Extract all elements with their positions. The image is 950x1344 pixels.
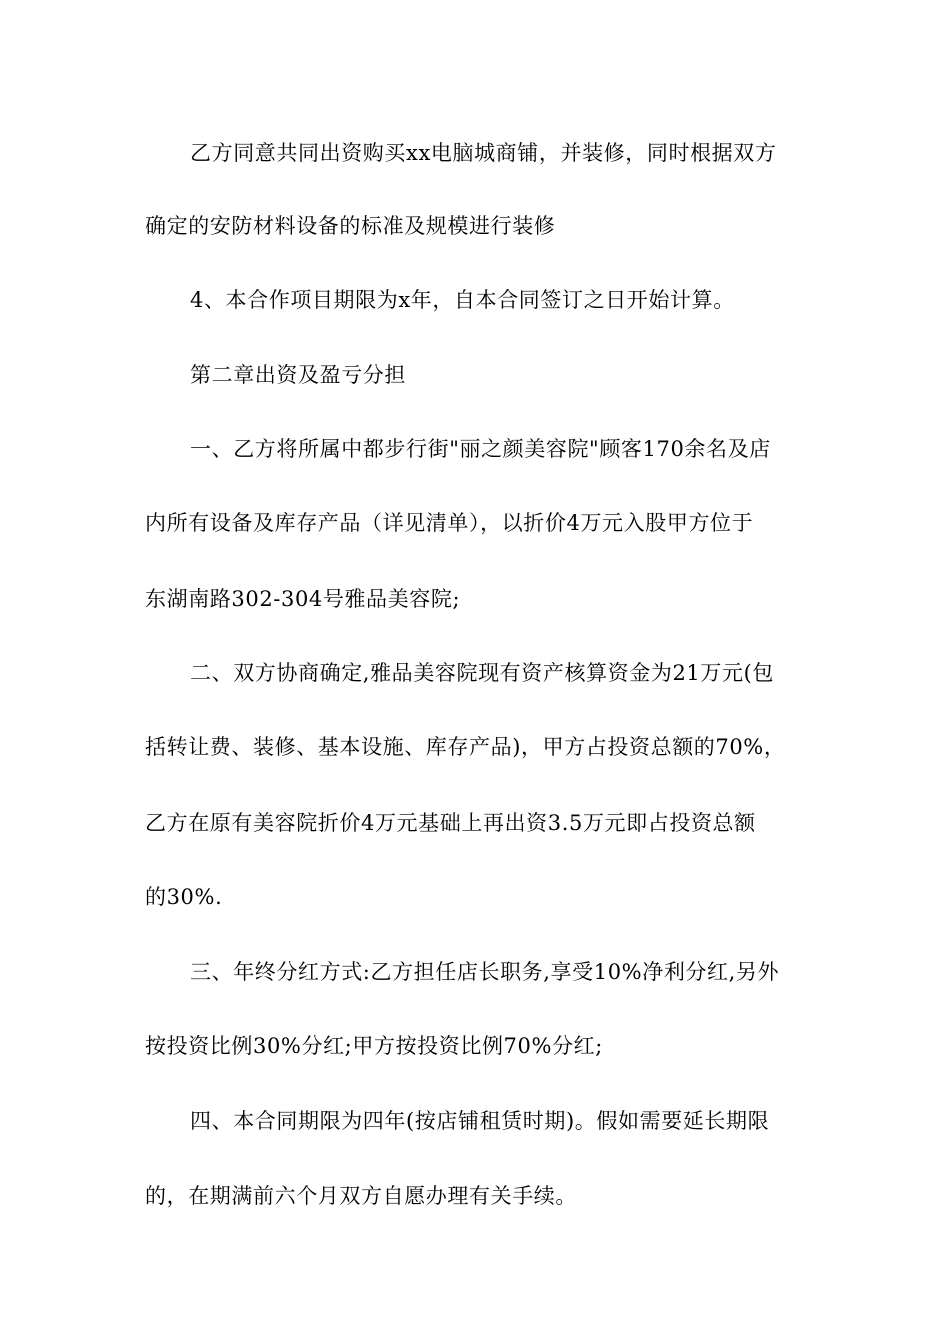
paragraph-line: 的，在期满前六个月双方自愿办理有关手续。 — [145, 1184, 577, 1208]
paragraph-line: 二、双方协商确定,雅品美容院现有资产核算资金为21万元(包 — [190, 661, 774, 685]
paragraph-line: 内所有设备及库存产品（详见清单），以折价4万元入股甲方位于 — [145, 511, 754, 535]
paragraph-line: 括转让费、装修、基本设施、库存产品)，甲方占投资总额的70%， — [145, 735, 786, 759]
paragraph-line: 东湖南路302-304号雅品美容院; — [145, 587, 461, 611]
chapter-heading: 第二章出资及盈亏分担 — [190, 363, 406, 387]
paragraph-line: 确定的安防材料设备的标准及规模进行装修 — [145, 214, 556, 238]
paragraph-line: 三、年终分红方式:乙方担任店长职务,享受10%净利分红,另外 — [190, 960, 780, 984]
paragraph-line: 的30%. — [145, 885, 223, 909]
paragraph-line: 乙方在原有美容院折价4万元基础上再出资3.5万元即占投资总额 — [145, 811, 756, 835]
paragraph-line: 一、乙方将所属中都步行街"丽之颜美容院"顾客170余名及店 — [190, 437, 771, 461]
paragraph-line: 按投资比例30%分红;甲方按投资比例70%分红; — [145, 1034, 603, 1058]
paragraph-line: 4、本合作项目期限为x年，自本合同签订之日开始计算。 — [190, 288, 735, 312]
paragraph-line: 四、本合同期限为四年(按店铺租赁时期)。假如需要延长期限 — [190, 1109, 770, 1133]
paragraph-line: 乙方同意共同出资购买xx电脑城商铺，并装修，同时根据双方 — [190, 141, 777, 165]
